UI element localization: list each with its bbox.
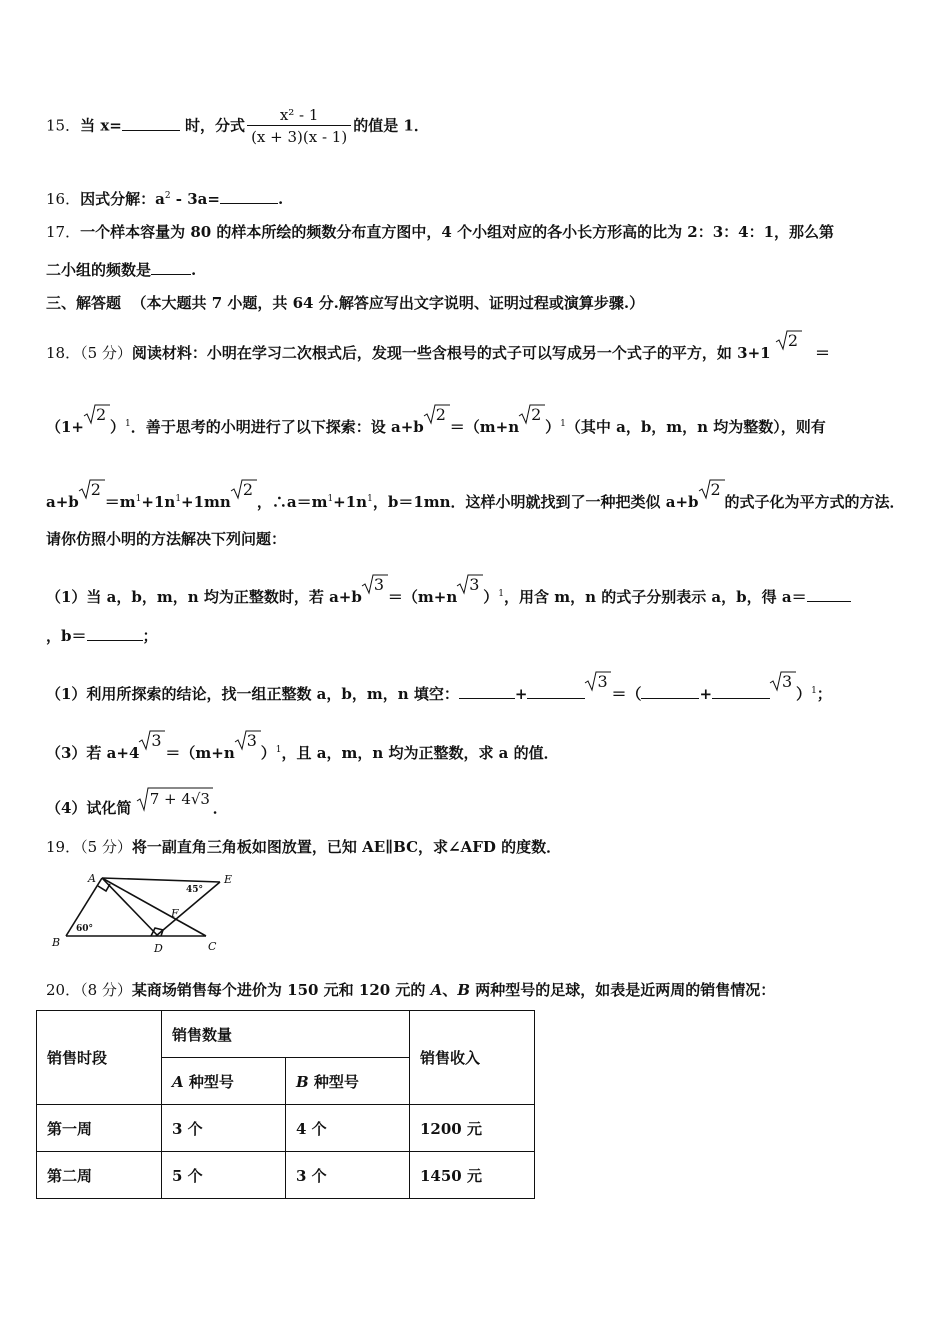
sqrt2-radical: 2: [231, 479, 257, 499]
sqrt3-radical: 3: [139, 730, 165, 750]
fill-a-blank[interactable]: [459, 684, 515, 699]
q17-line1: 17．一个样本容量为 80 的样本所绘的频数分布直方图中，4 个小组对应的各小长方形高的比为 2：3：4：1，那么第: [46, 223, 835, 241]
answer-b-blank[interactable]: [87, 626, 143, 641]
answer-a-blank[interactable]: [807, 587, 851, 602]
section3-title: 三、解答题: [46, 294, 122, 312]
sqrt2-radical: 2: [79, 479, 105, 499]
sqrt2-radical: 2: [424, 404, 450, 424]
q18-part1: （1）当 a，b，m，n 均为正整数时，若 a+b 3 ＝（m+n 3 ）$^1$，用含 m，n 的式子分别表示 a，b，得 a＝: [46, 574, 851, 607]
sqrt3-radical: 3: [770, 671, 796, 691]
q15-blank[interactable]: [122, 116, 180, 131]
label-D: D: [154, 942, 163, 955]
sqrt2-radical: 2: [519, 404, 545, 424]
q18-prompt: 请你仿照小明的方法解决下列问题：: [46, 530, 287, 548]
label-E: E: [224, 873, 233, 886]
sqrt3-radical: 3: [362, 574, 388, 594]
sales-table: [36, 1010, 535, 1199]
header-type-b: B 种型号: [286, 1058, 410, 1105]
section3-note: （本大题共 7 小题，共 64 分.解答应写出文字说明、证明过程或演算步骤.）: [131, 294, 645, 312]
q18-line3: a+b 2 $=m^1+1n^1+1mn$ 2 ，$\therefore a=m^1+1n^1$，b＝1mn．这样小明就找到了一种把类似 a+b 2 的式子化为平方式的方法．: [46, 480, 905, 511]
header-income: 销售收入: [410, 1011, 535, 1105]
header-type-a: A 种型号: [162, 1058, 286, 1105]
q15: 15．当 x= 时，分式 $\frac{\text{x² - 1}}{(x + 3)(x - 1)}$ 的值是 1．: [46, 106, 429, 146]
q19: 19．（5 分）将一副直角三角板如图放置，已知 AE∥BC，求∠AFD 的度数．: [46, 838, 562, 856]
label-45: 45°: [186, 885, 204, 895]
q16: 16．因式分解：$a^2 - 3a=$ .: [46, 190, 284, 208]
label-B: B: [52, 936, 61, 949]
label-C: C: [208, 940, 217, 953]
q17-line2: 二小组的频数是 .: [46, 261, 197, 279]
nested-radical: 7 + 4√3: [137, 787, 213, 811]
triangle-figure: [46, 866, 236, 956]
sqrt2-radical: 2: [776, 330, 802, 350]
q15-number: 15．: [46, 116, 81, 135]
fill-b-blank[interactable]: [527, 684, 585, 699]
table-row: 第一周 3 个 4 个 1200 元: [37, 1105, 535, 1152]
q15-fraction: $\frac{\text{x² - 1}}{(x + 3)(x - 1)}$: [247, 105, 351, 148]
fill-n-blank[interactable]: [712, 684, 770, 699]
q18-line2: （1+ 2 ）$^1$．善于思考的小明进行了以下探索：设 a+b 2 ＝（m+n 2 ）$^1$（其中 a，b，m，n 均为整数），则有: [46, 405, 826, 436]
q16-blank[interactable]: [220, 189, 278, 204]
fill-m-blank[interactable]: [641, 684, 699, 699]
label-60: 60°: [76, 924, 94, 934]
sqrt3-radical: 3: [457, 574, 483, 594]
label-F: F: [171, 907, 179, 920]
sqrt2-radical: 2: [84, 404, 110, 424]
header-period: 销售时段: [37, 1011, 162, 1105]
q18-part1-cont: ，b＝ ；: [46, 627, 158, 645]
sqrt3-radical: 3: [585, 671, 611, 691]
label-A: A: [88, 872, 96, 885]
q18-line1: 18．（5 分）阅读材料：小明在学习二次根式后，发现一些含根号的式子可以写成另一个式子的平方，如 3+1 2 ＝: [46, 331, 831, 362]
q18-part2: （1）利用所探索的结论，找一组正整数 a，b，m，n 填空： + 3 ＝（ + 3 ）$^1$；: [46, 672, 832, 703]
q18-part3: （3）若 a+4 3 ＝（m+n 3 ）$^1$，且 a，m，n 均为正整数，求 a 的值．: [46, 731, 559, 762]
q17-blank[interactable]: [151, 260, 191, 275]
q20: 20．（8 分）某商场销售每个进价为 150 元和 120 元的 A、B 两种型号的足球，如表是近两周的销售情况：: [46, 981, 776, 999]
sqrt2-radical: 2: [699, 479, 725, 499]
table-row: 第二周 5 个 3 个 1450 元: [37, 1152, 535, 1199]
header-quantity: 销售数量: [162, 1011, 410, 1058]
section3-header: [46, 292, 644, 313]
sqrt3-radical: 3: [235, 730, 261, 750]
q18-part4: （4）试化简 7 + 4√3 ．: [46, 787, 228, 818]
